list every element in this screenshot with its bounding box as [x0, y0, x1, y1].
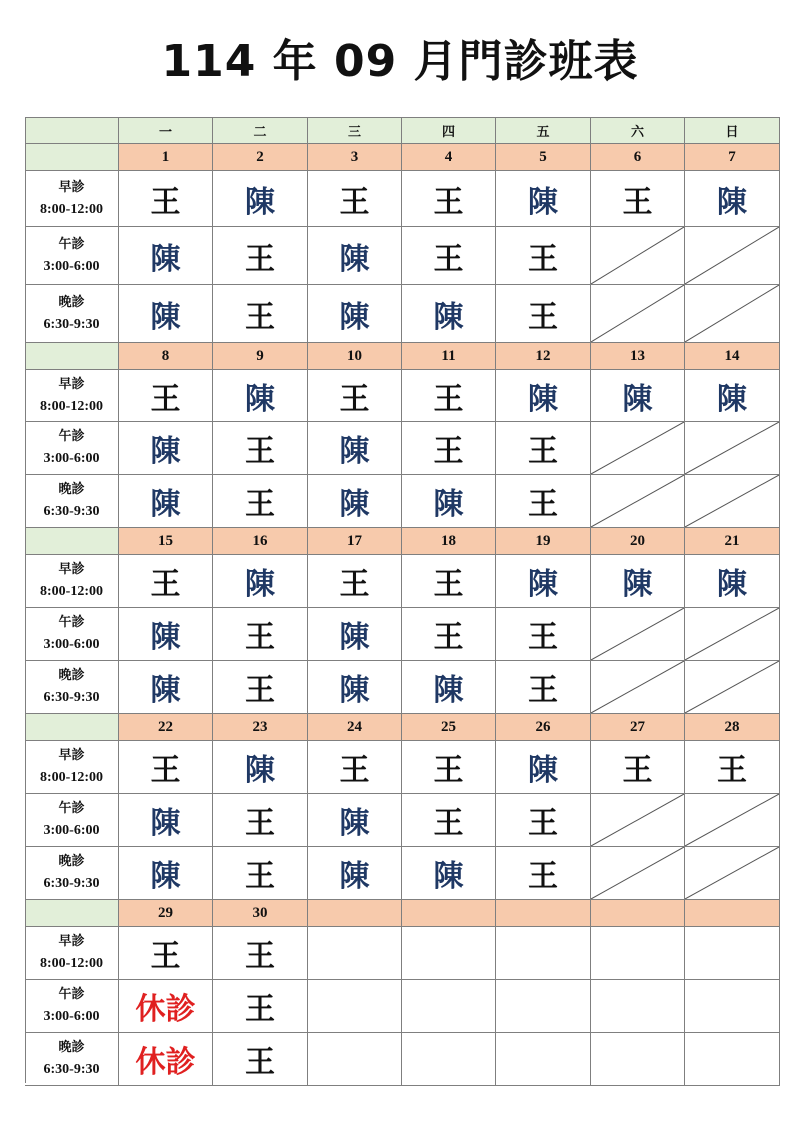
session-label — [25, 1033, 119, 1086]
session-label — [25, 927, 119, 980]
session-name: 早診 — [58, 934, 85, 949]
shift-cell-wang: 王 — [496, 661, 591, 714]
no-clinic-slash-cell — [591, 847, 685, 900]
shift-cell-chen: 陳 — [213, 555, 308, 608]
shift-cell-wang: 王 — [496, 608, 591, 661]
diagonal-slash — [591, 285, 684, 342]
shift-cell-chen: 陳 — [496, 370, 591, 422]
shift-cell-wang: 王 — [119, 555, 213, 608]
session-time: 6:30-9:30 — [43, 690, 100, 705]
shift-cell — [591, 927, 685, 980]
date-cell — [496, 900, 591, 927]
no-clinic-slash-cell — [685, 422, 780, 475]
session-label — [25, 171, 119, 227]
shift-cell-wang: 王 — [685, 741, 780, 794]
slash-line — [591, 661, 684, 713]
shift-cell-closed: 休診 — [119, 1033, 213, 1086]
diagonal-slash — [685, 285, 779, 342]
shift-cell-chen: 陳 — [119, 794, 213, 847]
session-time: 6:30-9:30 — [43, 316, 100, 332]
shift-cell-chen: 陳 — [308, 475, 402, 528]
diagonal-slash — [685, 661, 779, 713]
diagonal-slash — [591, 422, 684, 474]
no-clinic-slash-cell — [591, 285, 685, 343]
shift-cell-chen: 陳 — [119, 422, 213, 475]
slash-line — [685, 475, 779, 527]
shift-cell-wang: 王 — [402, 608, 496, 661]
shift-cell — [308, 927, 402, 980]
shift-cell-chen: 陳 — [308, 661, 402, 714]
shift-cell-chen: 陳 — [496, 555, 591, 608]
shift-cell — [685, 927, 780, 980]
session-label — [25, 980, 119, 1033]
slash-line — [685, 661, 779, 713]
shift-cell-chen: 陳 — [119, 227, 213, 285]
slash-line — [591, 794, 684, 846]
shift-cell-wang: 王 — [496, 847, 591, 900]
slash-line — [685, 847, 779, 899]
shift-cell-chen: 陳 — [213, 741, 308, 794]
slash-line — [591, 475, 684, 527]
session-label — [25, 847, 119, 900]
shift-cell-wang: 王 — [496, 285, 591, 343]
session-name: 午診 — [58, 987, 85, 1002]
session-name: 晚診 — [58, 482, 85, 497]
session-time: 3:00-6:00 — [43, 1009, 100, 1024]
shift-cell-wang: 王 — [402, 422, 496, 475]
shift-cell-chen: 陳 — [496, 171, 591, 227]
shift-cell-wang: 王 — [213, 794, 308, 847]
session-name: 午診 — [58, 801, 85, 816]
shift-cell-chen: 陳 — [213, 171, 308, 227]
date-cell: 19 — [496, 528, 591, 555]
date-cell: 27 — [591, 714, 685, 741]
shift-cell-wang: 王 — [213, 227, 308, 285]
slash-line — [685, 794, 779, 846]
shift-cell — [591, 1033, 685, 1086]
date-cell: 2 — [213, 144, 308, 171]
weekday-header: 三 — [308, 117, 402, 144]
weekday-header: 六 — [591, 117, 685, 144]
week-label-cell — [25, 714, 119, 741]
shift-cell-wang: 王 — [402, 555, 496, 608]
shift-cell-wang: 王 — [119, 741, 213, 794]
date-cell: 18 — [402, 528, 496, 555]
date-cell: 25 — [402, 714, 496, 741]
shift-cell-chen: 陳 — [496, 741, 591, 794]
session-label — [25, 608, 119, 661]
shift-cell — [685, 1033, 780, 1086]
date-cell: 28 — [685, 714, 780, 741]
session-time: 3:00-6:00 — [43, 451, 100, 466]
shift-cell-wang: 王 — [402, 370, 496, 422]
date-cell: 20 — [591, 528, 685, 555]
slash-line — [685, 608, 779, 660]
weekday-header: 日 — [685, 117, 780, 144]
shift-cell-chen: 陳 — [402, 285, 496, 343]
diagonal-slash — [685, 475, 779, 527]
diagonal-slash — [685, 422, 779, 474]
no-clinic-slash-cell — [591, 661, 685, 714]
date-cell: 17 — [308, 528, 402, 555]
shift-cell-wang: 王 — [213, 285, 308, 343]
week-label-cell — [25, 343, 119, 370]
shift-cell — [402, 1033, 496, 1086]
session-name: 午診 — [58, 236, 85, 252]
shift-cell-chen: 陳 — [685, 555, 780, 608]
diagonal-slash — [591, 227, 684, 284]
session-time: 3:00-6:00 — [43, 823, 100, 838]
date-cell — [308, 900, 402, 927]
shift-cell-wang: 王 — [496, 422, 591, 475]
session-label — [25, 227, 119, 285]
slash-line — [591, 608, 684, 660]
session-label — [25, 555, 119, 608]
no-clinic-slash-cell — [591, 794, 685, 847]
session-time: 8:00-12:00 — [40, 584, 103, 599]
date-cell: 29 — [119, 900, 213, 927]
session-time: 8:00-12:00 — [40, 770, 103, 785]
shift-cell — [496, 1033, 591, 1086]
week-label-cell — [25, 900, 119, 927]
shift-cell-wang: 王 — [213, 847, 308, 900]
weekday-header: 一 — [119, 117, 213, 144]
shift-cell-chen: 陳 — [402, 475, 496, 528]
shift-cell-wang: 王 — [308, 370, 402, 422]
session-label — [25, 370, 119, 422]
shift-cell-chen: 陳 — [308, 285, 402, 343]
date-cell: 23 — [213, 714, 308, 741]
slash-line — [685, 285, 779, 342]
session-name: 早診 — [58, 376, 85, 392]
session-name: 晚診 — [58, 294, 85, 310]
session-time: 8:00-12:00 — [40, 956, 103, 971]
date-cell: 5 — [496, 144, 591, 171]
shift-cell — [308, 980, 402, 1033]
shift-cell-wang: 王 — [591, 171, 685, 227]
session-name: 早診 — [58, 562, 85, 577]
date-cell: 4 — [402, 144, 496, 171]
diagonal-slash — [685, 227, 779, 284]
diagonal-slash — [685, 847, 779, 899]
session-name: 午診 — [58, 615, 85, 630]
date-cell: 10 — [308, 343, 402, 370]
date-cell: 9 — [213, 343, 308, 370]
no-clinic-slash-cell — [685, 661, 780, 714]
shift-cell-chen: 陳 — [591, 555, 685, 608]
shift-cell — [308, 1033, 402, 1086]
shift-cell-wang: 王 — [308, 555, 402, 608]
shift-cell — [496, 927, 591, 980]
diagonal-slash — [591, 661, 684, 713]
session-time: 8:00-12:00 — [40, 398, 103, 414]
session-time: 3:00-6:00 — [43, 637, 100, 652]
shift-cell-wang: 王 — [402, 227, 496, 285]
shift-cell-chen: 陳 — [308, 608, 402, 661]
date-cell — [685, 900, 780, 927]
date-cell — [402, 900, 496, 927]
date-cell: 13 — [591, 343, 685, 370]
shift-cell — [685, 980, 780, 1033]
shift-cell-chen: 陳 — [402, 847, 496, 900]
no-clinic-slash-cell — [591, 227, 685, 285]
shift-cell-chen: 陳 — [119, 661, 213, 714]
shift-cell-wang: 王 — [496, 475, 591, 528]
date-cell — [591, 900, 685, 927]
session-label — [25, 285, 119, 343]
shift-cell — [591, 980, 685, 1033]
no-clinic-slash-cell — [591, 422, 685, 475]
session-label — [25, 794, 119, 847]
date-cell: 26 — [496, 714, 591, 741]
shift-cell-chen: 陳 — [685, 171, 780, 227]
weekday-header: 五 — [496, 117, 591, 144]
date-cell: 1 — [119, 144, 213, 171]
slash-line — [685, 227, 779, 284]
no-clinic-slash-cell — [591, 608, 685, 661]
session-name: 午診 — [58, 429, 85, 444]
no-clinic-slash-cell — [685, 285, 780, 343]
shift-cell-wang: 王 — [213, 422, 308, 475]
date-cell: 22 — [119, 714, 213, 741]
diagonal-slash — [591, 794, 684, 846]
shift-cell-chen: 陳 — [685, 370, 780, 422]
session-time: 8:00-12:00 — [40, 201, 103, 217]
diagonal-slash — [685, 608, 779, 660]
date-cell: 16 — [213, 528, 308, 555]
date-cell: 24 — [308, 714, 402, 741]
shift-cell-chen: 陳 — [308, 794, 402, 847]
weekday-header: 二 — [213, 117, 308, 144]
session-time: 6:30-9:30 — [43, 1062, 100, 1077]
slash-line — [591, 422, 684, 474]
shift-cell-wang: 王 — [496, 794, 591, 847]
shift-cell-wang: 王 — [308, 741, 402, 794]
shift-cell-chen: 陳 — [119, 285, 213, 343]
no-clinic-slash-cell — [685, 608, 780, 661]
corner-cell — [25, 117, 119, 144]
diagonal-slash — [591, 608, 684, 660]
shift-cell-chen: 陳 — [119, 847, 213, 900]
diagonal-slash — [685, 794, 779, 846]
shift-cell-wang: 王 — [308, 171, 402, 227]
shift-cell-wang: 王 — [213, 608, 308, 661]
session-time: 6:30-9:30 — [43, 876, 100, 891]
shift-cell-wang: 王 — [402, 741, 496, 794]
no-clinic-slash-cell — [685, 475, 780, 528]
week-label-cell — [25, 144, 119, 171]
slash-line — [685, 422, 779, 474]
shift-cell-wang: 王 — [119, 171, 213, 227]
shift-cell-wang: 王 — [213, 661, 308, 714]
shift-cell-wang: 王 — [119, 370, 213, 422]
shift-cell-chen: 陳 — [213, 370, 308, 422]
no-clinic-slash-cell — [685, 794, 780, 847]
date-cell: 21 — [685, 528, 780, 555]
shift-cell-chen: 陳 — [119, 475, 213, 528]
session-label — [25, 661, 119, 714]
date-cell: 12 — [496, 343, 591, 370]
page-title: 114 年 09 月門診班表 — [161, 36, 639, 87]
date-cell: 3 — [308, 144, 402, 171]
shift-cell-chen: 陳 — [308, 422, 402, 475]
shift-cell-wang: 王 — [402, 171, 496, 227]
shift-cell-closed: 休診 — [119, 980, 213, 1033]
session-label — [25, 422, 119, 475]
shift-cell-chen: 陳 — [591, 370, 685, 422]
session-name: 早診 — [58, 748, 85, 763]
shift-cell-chen: 陳 — [308, 847, 402, 900]
session-label — [25, 475, 119, 528]
shift-cell — [496, 980, 591, 1033]
schedule-table — [25, 117, 780, 1083]
date-cell: 8 — [119, 343, 213, 370]
shift-cell — [402, 927, 496, 980]
diagonal-slash — [591, 475, 684, 527]
diagonal-slash — [591, 847, 684, 899]
shift-cell-wang: 王 — [119, 927, 213, 980]
date-cell: 14 — [685, 343, 780, 370]
no-clinic-slash-cell — [591, 475, 685, 528]
session-time: 3:00-6:00 — [43, 258, 100, 274]
shift-cell-chen: 陳 — [308, 227, 402, 285]
date-cell: 30 — [213, 900, 308, 927]
no-clinic-slash-cell — [685, 847, 780, 900]
shift-cell-chen: 陳 — [119, 608, 213, 661]
session-time: 6:30-9:30 — [43, 504, 100, 519]
shift-cell — [402, 980, 496, 1033]
shift-cell-wang: 王 — [591, 741, 685, 794]
session-name: 晚診 — [58, 854, 85, 869]
session-name: 早診 — [58, 179, 85, 195]
shift-cell-wang: 王 — [213, 1033, 308, 1086]
date-cell: 6 — [591, 144, 685, 171]
session-label — [25, 741, 119, 794]
session-name: 晚診 — [58, 1040, 85, 1055]
shift-cell-wang: 王 — [496, 227, 591, 285]
shift-cell-wang: 王 — [213, 927, 308, 980]
date-cell: 11 — [402, 343, 496, 370]
slash-line — [591, 847, 684, 899]
session-name: 晚診 — [58, 668, 85, 683]
shift-cell-wang: 王 — [213, 980, 308, 1033]
date-cell: 7 — [685, 144, 780, 171]
shift-cell-chen: 陳 — [402, 661, 496, 714]
no-clinic-slash-cell — [685, 227, 780, 285]
slash-line — [591, 227, 684, 284]
date-cell: 15 — [119, 528, 213, 555]
weekday-header: 四 — [402, 117, 496, 144]
shift-cell-wang: 王 — [402, 794, 496, 847]
shift-cell-wang: 王 — [213, 475, 308, 528]
week-label-cell — [25, 528, 119, 555]
slash-line — [591, 285, 684, 342]
